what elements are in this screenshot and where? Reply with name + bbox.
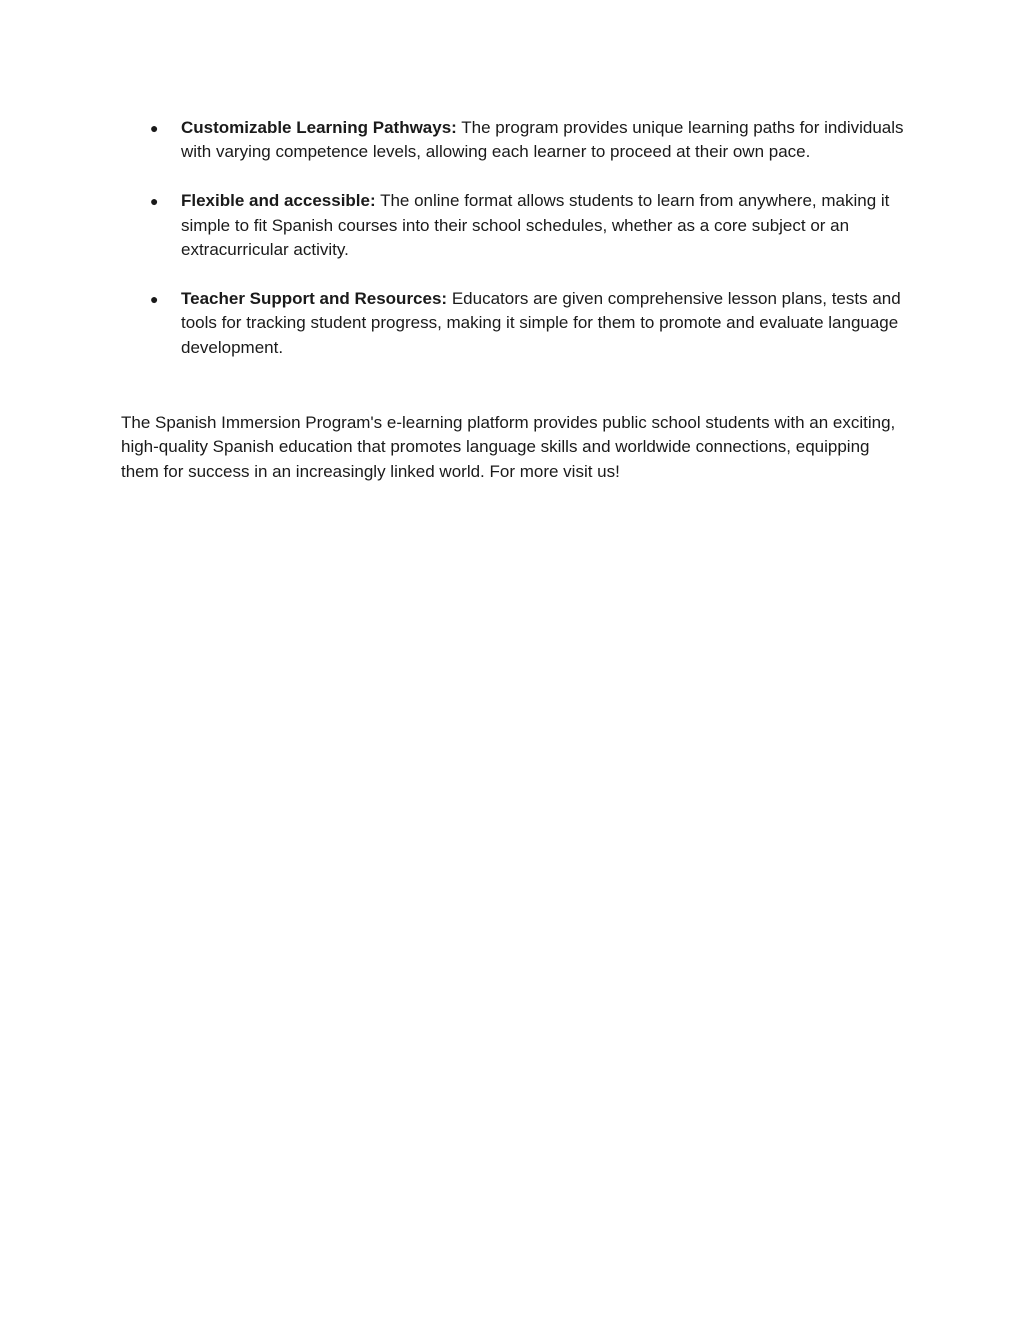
feature-item-customizable-pathways (150, 116, 910, 165)
feature-title: Teacher Support and Resources: (181, 288, 448, 308)
feature-description: The online format allows students to learn from anywhere, making it simple to fit Spanish courses into their school schedules, whether as a core subject or an extracurricular activity. (181, 191, 890, 260)
feature-item-flexible-accessible (150, 189, 910, 262)
feature-list (150, 116, 910, 384)
feature-item-teacher-support (150, 287, 910, 360)
closing-paragraph: The Spanish Immersion Program's e-learning platform provides public school students with an exciting, high-quality Spanish education that promotes language skills and worldwide connections, equipping them for success in an increasingly linked world. For more visit us! (121, 413, 896, 481)
bullet-icon: ● (150, 290, 159, 307)
bullet-icon: ● (150, 120, 159, 136)
bullet-icon: ● (150, 193, 159, 210)
feature-description: The program provides unique learning paths for individuals with varying competence levels, allowing each learner to proceed at their own pace. (181, 118, 904, 162)
feature-description: Educators are given comprehensive lesson plans, tests and tools for tracking student progress, making it simple for them to promote and evaluate language development. (181, 288, 901, 357)
feature-title: Flexible and accessible: (181, 191, 376, 211)
feature-title: Customizable Learning Pathways: (181, 118, 457, 137)
